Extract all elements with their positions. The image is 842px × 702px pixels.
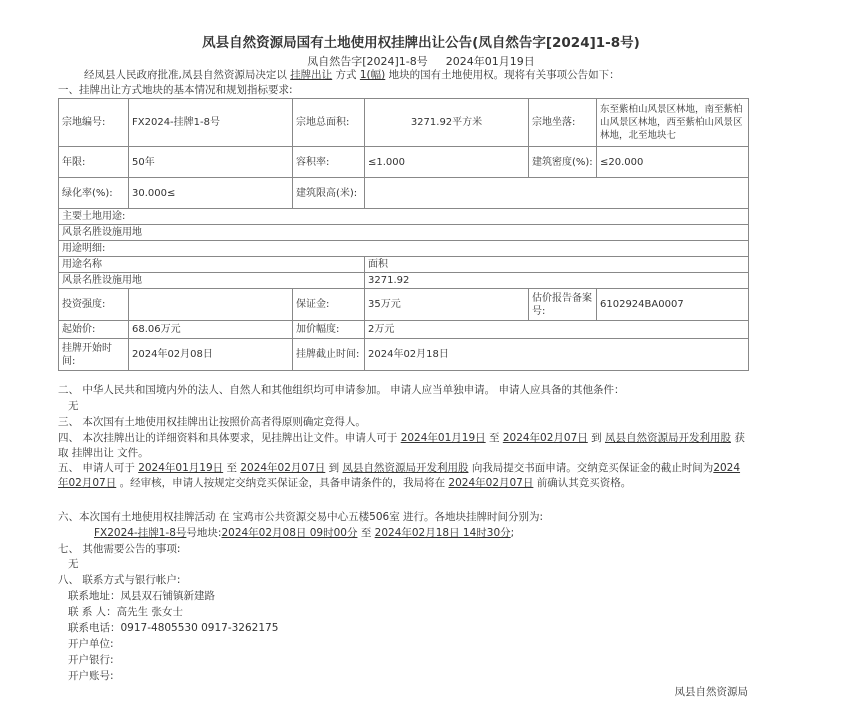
table-row bbox=[59, 178, 749, 209]
label-starting-price: 起始价: bbox=[59, 321, 129, 339]
value-starting-price: 68.06万元 bbox=[129, 321, 293, 339]
table-row bbox=[59, 225, 749, 241]
s5-text-a: 五、 申请人可于 bbox=[58, 462, 135, 474]
value-green-ratio: 30.000≤ bbox=[129, 178, 293, 209]
section-5 bbox=[58, 461, 748, 491]
s5-text-d: 向我局提交书面申请。交纳竞买保证金的截止时间为 bbox=[471, 462, 714, 474]
intro-text-1: 经凤县人民政府批准,凤县自然资源局决定以 bbox=[84, 69, 287, 81]
s4-place: 凤县自然资源局开发利用股 bbox=[604, 432, 731, 444]
value-use-name: 风景名胜设施用地 bbox=[59, 273, 365, 289]
intro-paragraph bbox=[84, 68, 620, 82]
value-deposit: 35万元 bbox=[365, 289, 529, 321]
s4-date-2: 2024年02月07日 bbox=[502, 432, 588, 444]
s6-time-1: 2024年02月08日 09时00分 bbox=[221, 527, 358, 539]
s5-text-b: 至 bbox=[226, 462, 237, 474]
s5-date-4: 2024年02月07日 bbox=[448, 477, 534, 489]
s4-text-c: 到 bbox=[591, 432, 602, 444]
section-6-schedule bbox=[94, 526, 748, 541]
section-6: 六、本次国有土地使用权挂牌活动 在 宝鸡市公共资源交易中心五楼506室 进行。各地块挂牌时间分别为: bbox=[58, 511, 544, 523]
value-listing-end: 2024年02月18日 bbox=[365, 339, 749, 371]
label-main-use: 主要土地用途: bbox=[59, 209, 749, 225]
value-main-use: 风景名胜设施用地 bbox=[59, 225, 749, 241]
s5-text-c: 到 bbox=[328, 462, 340, 474]
label-investment-intensity: 投资强度: bbox=[59, 289, 129, 321]
value-location: 东至紫柏山风景区林地，南至紫柏山风景区林地，西至紫柏山风景区林地，北至地块七 bbox=[597, 99, 749, 147]
label-location: 宗地坐落: bbox=[529, 99, 597, 147]
doc-date: 2024年01月19日 bbox=[445, 55, 535, 68]
table-row bbox=[59, 273, 749, 289]
s5-text-f: 前确认其竞买资格。 bbox=[536, 477, 632, 489]
label-bid-increment: 加价幅度: bbox=[293, 321, 365, 339]
intro-method: 挂牌出让 bbox=[290, 69, 333, 81]
table-row bbox=[59, 241, 749, 257]
value-total-area: 3271.92平方米 bbox=[365, 99, 529, 147]
s4-text-a: 四、 本次挂牌出让的详细资料和具体要求，见挂牌出让文件。申请人可于 bbox=[58, 432, 398, 444]
s4-text-b: 至 bbox=[488, 432, 500, 444]
table-row bbox=[59, 147, 749, 178]
signature: 凤县自然资源局 bbox=[674, 686, 748, 698]
s6-text-c: 至 bbox=[360, 527, 372, 539]
value-height-limit bbox=[365, 178, 749, 209]
bank-account: 开户账号: bbox=[68, 670, 114, 682]
table-row bbox=[59, 99, 749, 147]
label-listing-start: 挂牌开始时间: bbox=[59, 339, 129, 371]
label-appraisal-record: 估价报告备案号: bbox=[529, 289, 597, 321]
section-7-none: 无 bbox=[68, 558, 79, 570]
section-3: 三、 本次国有土地使用权挂牌出让按照价高者得原则确定竞得人。 bbox=[58, 416, 366, 428]
table-row bbox=[59, 321, 749, 339]
label-total-area: 宗地总面积: bbox=[293, 99, 365, 147]
header-use-name: 用途名称 bbox=[59, 257, 365, 273]
s5-date-3: 2024年02月07日 bbox=[58, 462, 741, 489]
table-row bbox=[59, 257, 749, 273]
contact-phone: 联系电话：0917-4805530 0917-3262175 bbox=[68, 622, 279, 634]
section-8: 八、 联系方式与银行帐户: bbox=[58, 574, 181, 586]
label-use-detail: 用途明细: bbox=[59, 241, 749, 257]
section-4 bbox=[58, 431, 748, 461]
doc-meta bbox=[0, 53, 842, 69]
value-plot-number: FX2024-挂牌1-8号 bbox=[129, 99, 293, 147]
s6-text-b: 号地块: bbox=[186, 527, 222, 539]
contact-person: 联 系 人：高先生 张女士 bbox=[68, 606, 184, 618]
bank-name: 开户银行: bbox=[68, 654, 114, 666]
section-1-heading: 一、挂牌出让方式地块的基本情况和规划指标要求: bbox=[58, 84, 293, 96]
s5-date-1: 2024年01月19日 bbox=[138, 462, 224, 474]
s6-time-2: 2024年02月18日 14时30分 bbox=[374, 527, 511, 539]
value-term: 50年 bbox=[129, 147, 293, 178]
contact-address: 联系地址：凤县双石铺镇新建路 bbox=[68, 590, 215, 602]
value-listing-start: 2024年02月08日 bbox=[129, 339, 293, 371]
value-use-area: 3271.92 bbox=[365, 273, 749, 289]
plot-info-table bbox=[58, 98, 749, 371]
header-area: 面积 bbox=[365, 257, 749, 273]
table-row bbox=[59, 339, 749, 371]
section-2: 二、 中华人民共和国境内外的法人、自然人和其他组织均可申请参加。 申请人应当单独申请。 申请人应具备的其他条件： bbox=[58, 384, 625, 396]
value-investment-intensity bbox=[129, 289, 293, 321]
label-building-density: 建筑密度(%): bbox=[529, 147, 597, 178]
page-title: 凤县自然资源局国有土地使用权挂牌出让公告(凤自然告字[2024]1-8号) bbox=[202, 35, 640, 51]
label-plot-ratio: 容积率: bbox=[293, 147, 365, 178]
s5-date-2: 2024年02月07日 bbox=[240, 462, 326, 474]
label-plot-number: 宗地编号: bbox=[59, 99, 129, 147]
value-plot-ratio: ≤1.000 bbox=[365, 147, 529, 178]
intro-count: 1(幅) bbox=[359, 69, 386, 81]
label-deposit: 保证金: bbox=[293, 289, 365, 321]
doc-number: 凤自然告字[2024]1-8号 bbox=[307, 55, 428, 68]
table-row bbox=[59, 289, 749, 321]
label-green-ratio: 绿化率(%): bbox=[59, 178, 129, 209]
value-building-density: ≤20.000 bbox=[597, 147, 749, 178]
label-height-limit: 建筑限高(米): bbox=[293, 178, 365, 209]
s5-place: 凤县自然资源局开发利用股 bbox=[342, 462, 469, 474]
table-row bbox=[59, 209, 749, 225]
section-2-none: 无 bbox=[68, 400, 79, 412]
s6-plot: FX2024-挂牌1-8号 bbox=[94, 527, 187, 539]
s4-text-d: 获取 挂牌出让 文件。 bbox=[58, 432, 745, 459]
intro-text-3: 地块的国有土地使用权。现将有关事项公告如下： bbox=[388, 69, 620, 81]
label-term: 年限: bbox=[59, 147, 129, 178]
s6-text-d: ; bbox=[510, 527, 515, 539]
label-listing-end: 挂牌截止时间: bbox=[293, 339, 365, 371]
value-bid-increment: 2万元 bbox=[365, 321, 749, 339]
intro-text-2: 方式 bbox=[335, 69, 357, 81]
s5-text-e: 。经审核，申请人按规定交纳竞买保证金，具备申请条件的，我局将在 bbox=[119, 477, 446, 489]
s4-date-1: 2024年01月19日 bbox=[400, 432, 486, 444]
value-appraisal-record: 6102924BA0007 bbox=[597, 289, 749, 321]
section-7: 七、 其他需要公告的事项: bbox=[58, 543, 181, 555]
bank-unit: 开户单位: bbox=[68, 638, 114, 650]
